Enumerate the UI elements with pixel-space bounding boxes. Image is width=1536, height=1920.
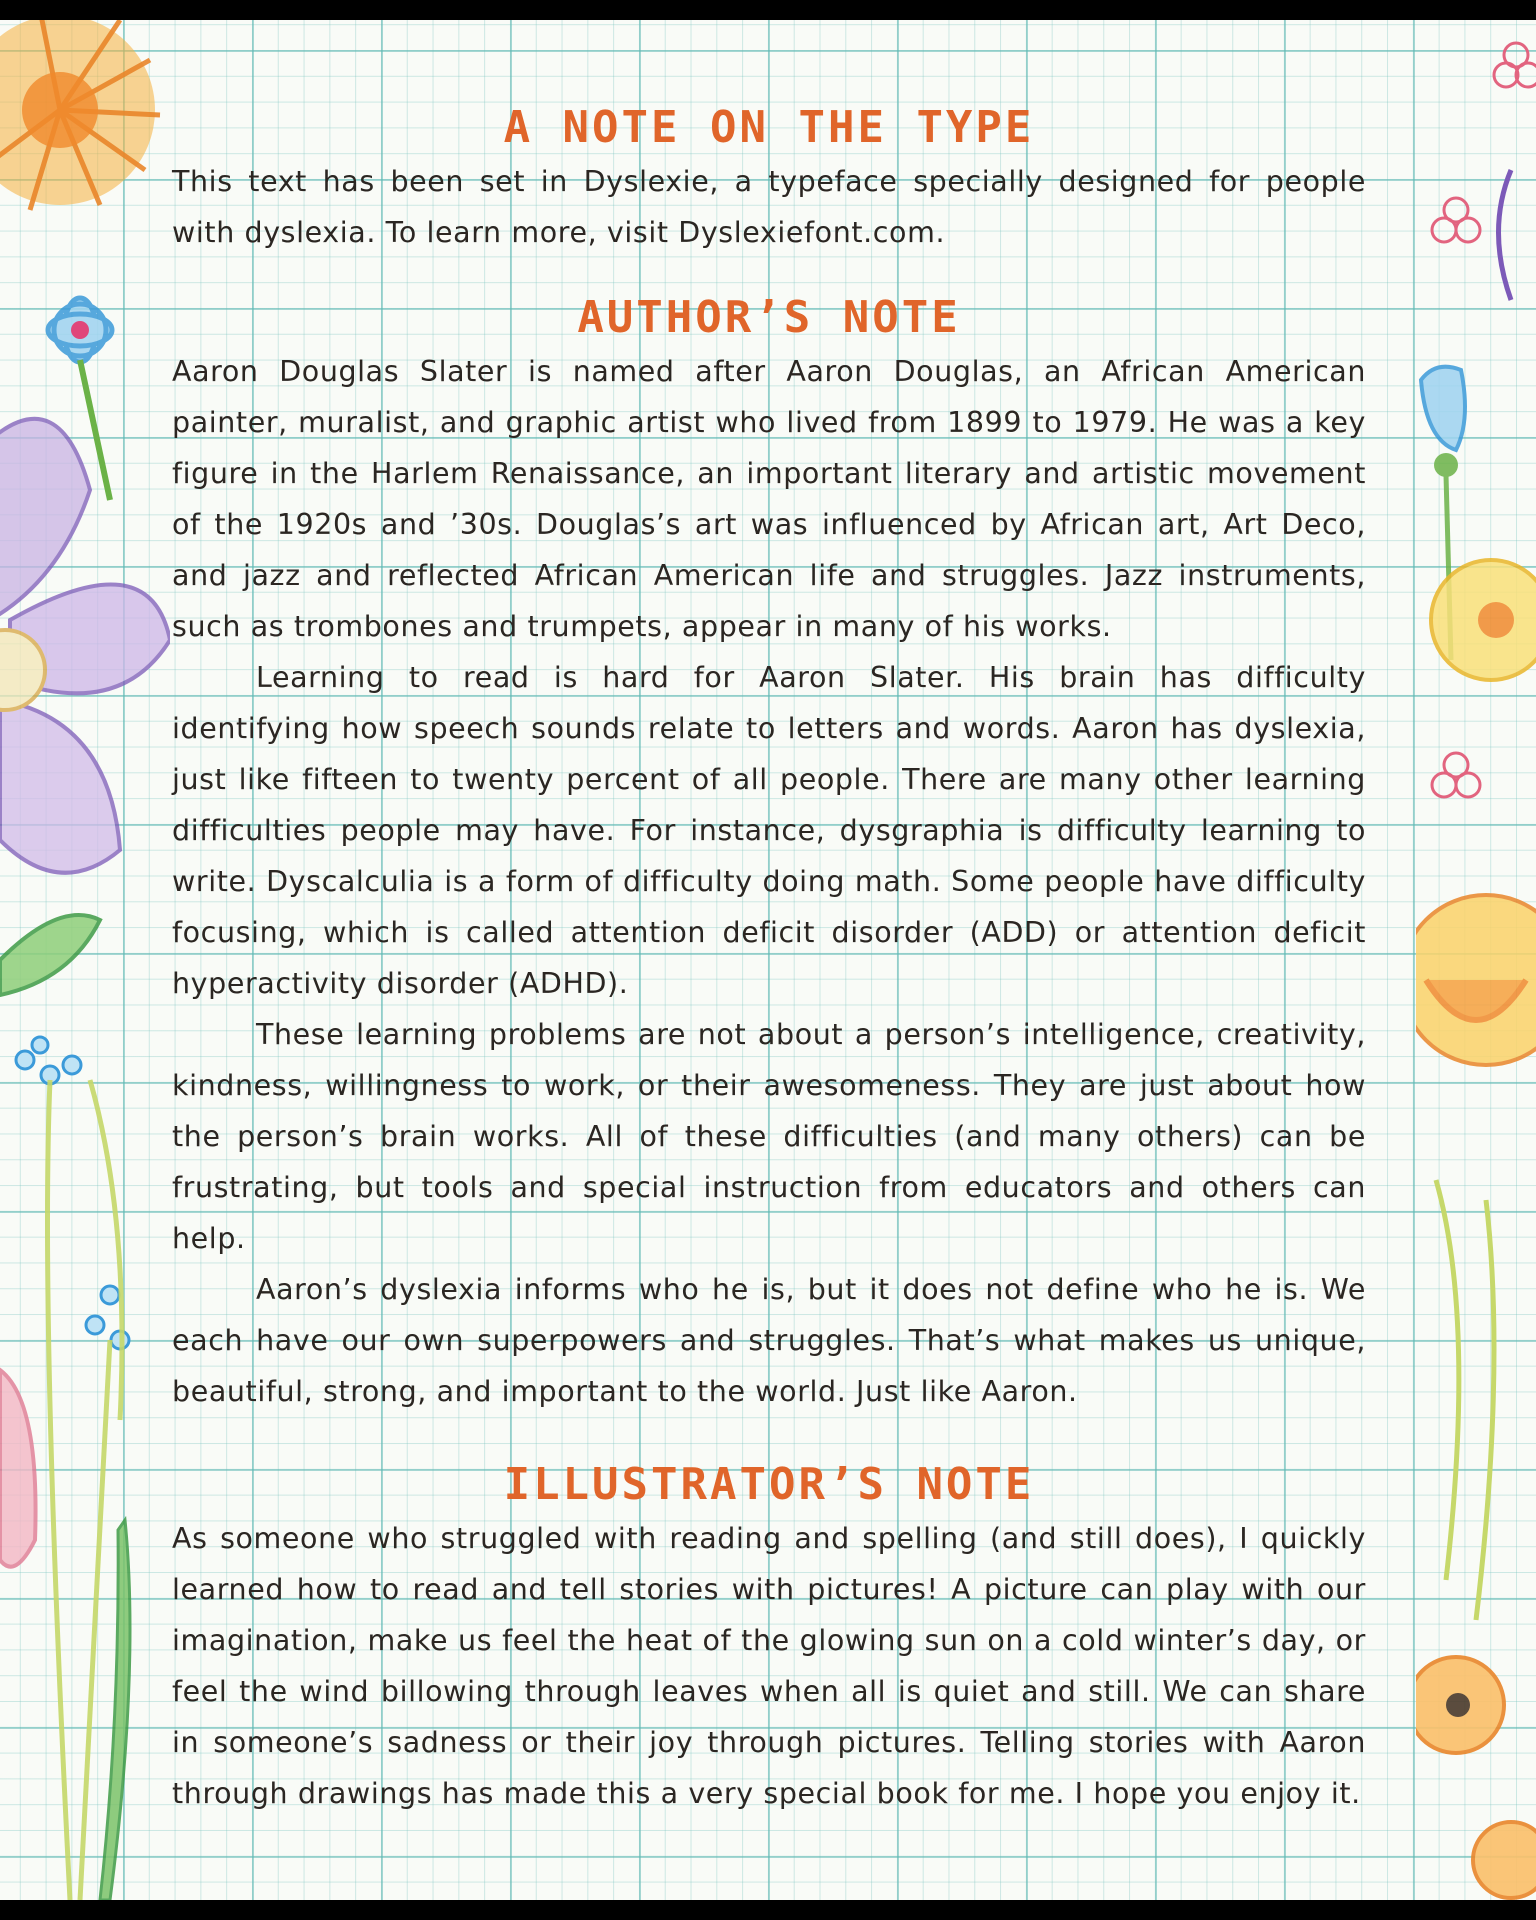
author-note-paragraph: These learning problems are not about a person’s intelligence, creativity, kindness, willingness to work, or their awesomeness. They are just about how the person’s brain works. All of these difficulties (and many others) can be frustrating, but tools and special instruction from educators and others can help. [172,1018,1366,1255]
stems-illustration-right [1436,1180,1494,1620]
orange-blossom-illustration [1416,1657,1536,1898]
text-content [172,100,1366,1819]
tall-leaf-illustration [100,1520,130,1900]
author-note-heading: AUTHOR’S NOTE [577,292,961,343]
orange-flower-illustration [0,20,160,210]
author-note-paragraph: Aaron’s dyslexia informs who he is, but it does not define who he is. We each have our own superpowers and struggles. That’s what makes us unique, beautiful, strong, and important to the world. Just like Aaron. [172,1273,1366,1408]
type-note-heading: A NOTE ON THE TYPE [503,102,1035,153]
yellow-flower-illustration [1431,560,1536,680]
type-note-body: This text has been set in Dyslexie, a typeface specially designed for people with dyslexia. To learn more, visit Dyslexiefont.com. [172,165,1366,249]
illustrator-note-body: As someone who struggled with reading and spelling (and still does), I quickly learned how to read and tell stories with pictures! A picture can play with our imagination, make us feel the heat of the glowing sun on a cold winter’s day, or feel the wind billowing through leaves when all is quiet and still. We can share in someone’s sadness or their joy through pictures. Telling stories with Aaron through drawings has made this a very special book for me. I hope you enjoy it. [172,1522,1366,1810]
right-floral-border-illustration [1416,20,1536,1900]
left-floral-border-illustration [0,20,170,1900]
book-page [0,20,1536,1900]
author-note-paragraph: Aaron Douglas Slater is named after Aaron Douglas, an African American painter, muralist, and graphic artist who lived from 1899 to 1979. He was a key figure in the Harlem Renaissance, an important literary and artistic movement of the 1920s and ’30s. Douglas’s art was influenced by African art, Art Deco, and jazz and reflected African American life and struggles. Jazz instruments, such as trombones and trumpets, appear in many of his works. [172,355,1366,643]
pink-petal-illustration [0,1370,36,1567]
orange-yellow-flower-illustration [1416,895,1536,1065]
author-note-paragraph: Learning to read is hard for Aaron Slater. His brain has difficulty identifying how speech sounds relate to letters and words. Aaron has dyslexia, just like fifteen to twenty percent of all people. There are many other learning difficulties people may have. For instance, dysgraphia is difficulty learning to write. Dyscalculia is a form of difficulty doing math. Some people have difficulty focusing, which is called attention deficit disorder (ADD) or attention deficit hyperactivity disorder (ADHD). [172,661,1366,1000]
purple-petal-illustration [1499,170,1512,300]
green-leaf-illustration [0,915,100,995]
illustrator-note-heading: ILLUSTRATOR’S NOTE [503,1459,1035,1510]
purple-flower-illustration [0,419,170,873]
